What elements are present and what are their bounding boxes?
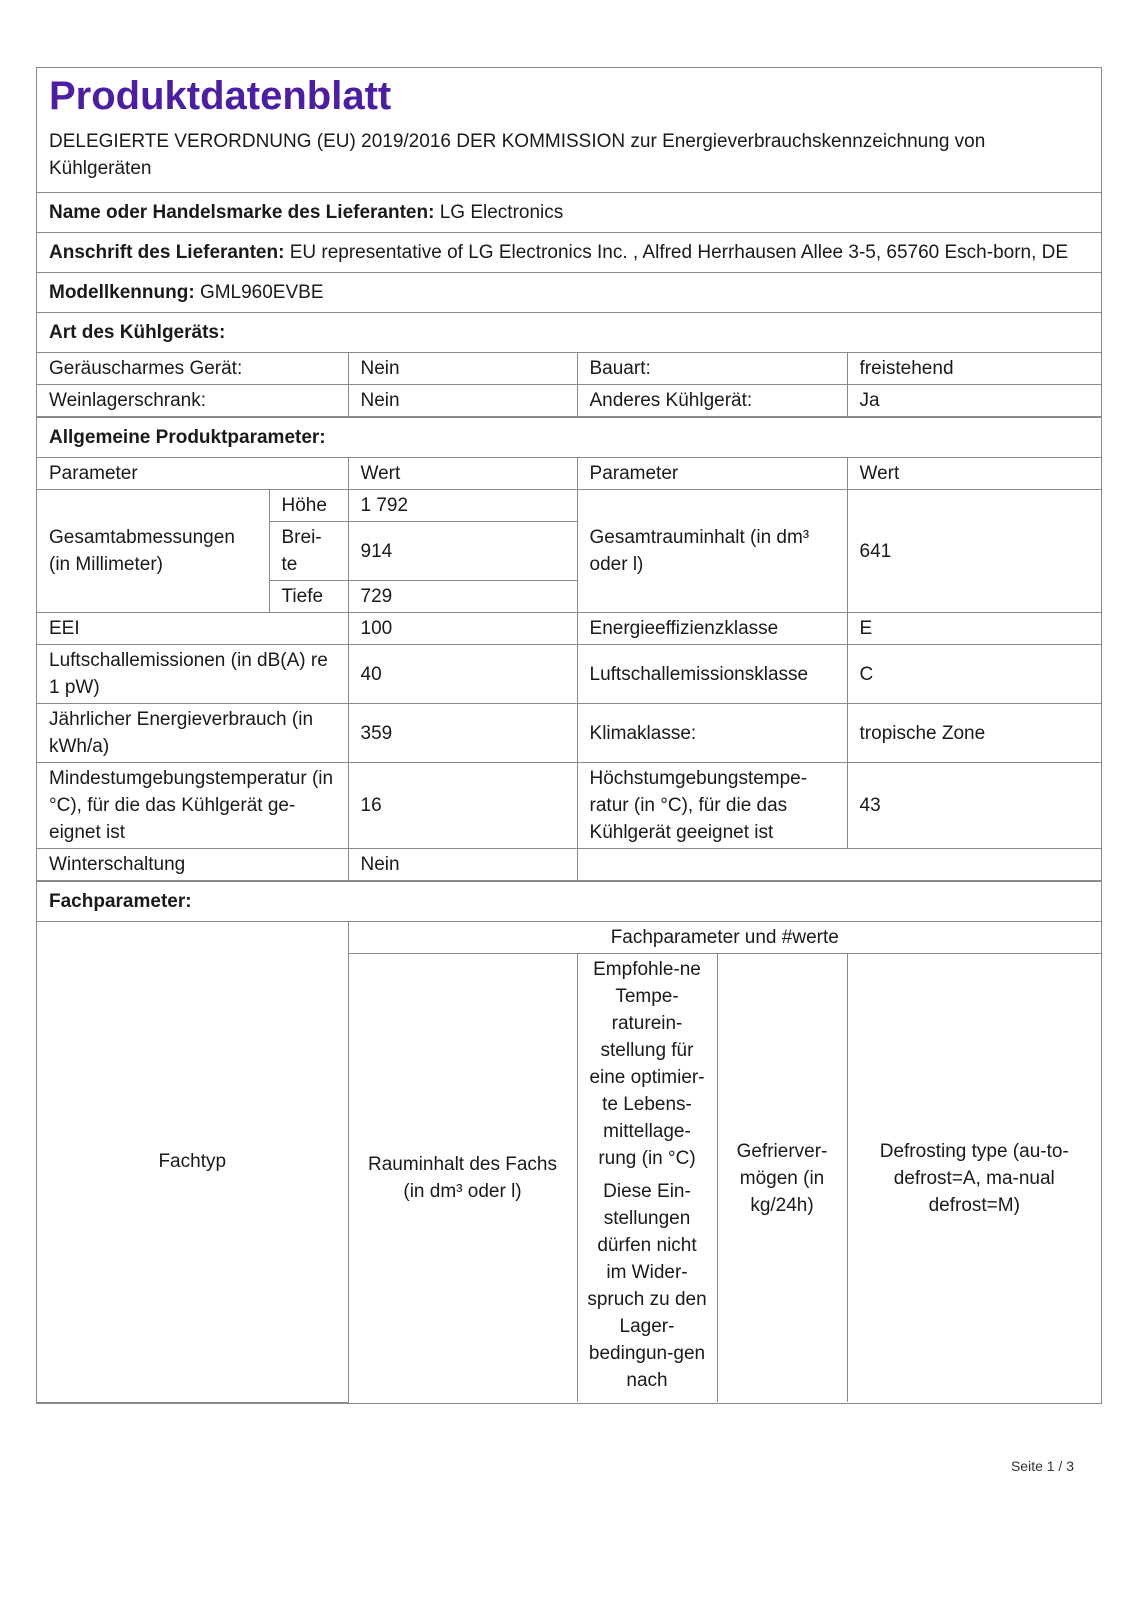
supplier-name-label: Name oder Handelsmarke des Lieferanten: [49,202,435,223]
table-header-row [37,922,1101,954]
model-value: GML960EVBE [199,282,324,303]
table-header-row [37,458,1101,490]
group-header: Fachparameter und #werte [348,922,1101,954]
parameter-value: 43 [847,763,1101,849]
appliance-label: Geräuscharmes Gerät: [37,353,348,385]
temperature-header-text: Empfohle-ne Tempe-raturein-stellung für eine optimier-te Lebens-mittellage-rung (in °C) [589,959,705,1169]
parameter-label: Jährlicher Energieverbrauch (in kWh/a) [37,704,348,763]
appliance-value: Ja [847,385,1101,417]
appliance-label: Weinlagerschrank: [37,385,348,417]
parameter-value: 40 [348,645,577,704]
parameter-value: C [847,645,1101,704]
general-parameters-table [37,458,1101,881]
volume-value: 641 [847,490,1101,613]
table-row [37,704,1101,763]
appliance-label: Bauart: [577,353,847,385]
column-header-value: Wert [348,458,577,490]
supplier-name-value: LG Electronics [439,202,564,223]
column-header-defrost-type: Defrosting type (au-to-defrost=A, ma-nual defrost=M) [847,954,1101,1403]
width-label: Brei-te [269,522,348,581]
parameter-value: 359 [348,704,577,763]
supplier-address-label: Anschrift des Lieferanten: [49,242,285,263]
table-row [37,385,1101,417]
column-header-freezing-capacity: Gefrierver-mögen (in kg/24h) [717,954,847,1403]
column-header-parameter: Parameter [37,458,348,490]
appliance-value: Nein [348,353,577,385]
parameter-label: Klimaklasse: [577,704,847,763]
page-title: Produktdatenblatt [49,74,392,118]
table-row [37,849,1101,881]
column-header-temperature [577,954,717,1403]
height-value: 1 792 [348,490,577,522]
page-number: Seite 1 / 3 [1010,1458,1074,1474]
general-parameters-heading: Allgemeine Produktparameter: [37,417,1101,458]
parameter-value: tropische Zone [847,704,1101,763]
appliance-type-heading: Art des Kühlgeräts: [37,313,1101,353]
parameter-label: Mindestumgebungstemperatur (in °C), für die das Kühlgerät ge-eignet ist [37,763,348,849]
empty-cell [577,849,1101,881]
table-row [37,763,1101,849]
model-row [37,273,1101,313]
table-row [37,645,1101,704]
parameter-label: Höchstumgebungstempe-ratur (in °C), für die das Kühlgerät geeignet ist [577,763,847,849]
parameter-value: 16 [348,763,577,849]
column-header-value: Wert [847,458,1101,490]
depth-label: Tiefe [269,581,348,613]
temperature-header-note: Diese Ein-stellungen dürfen nicht im Wider-spruch zu den Lager-bedingun-gen nach [587,1181,707,1391]
supplier-address-row [37,233,1101,273]
appliance-value: Nein [348,385,577,417]
table-row [37,613,1101,645]
column-header-type: Fachtyp [37,922,348,1402]
compartment-parameters-heading: Fachparameter: [37,881,1101,922]
depth-value: 729 [348,581,577,613]
supplier-address-value: EU representative of LG Electronics Inc. , Alfred Herrhausen Allee 3-5, 65760 Esch-born, DE [289,242,1069,263]
parameter-label: EEI [37,613,348,645]
appliance-type-table [37,353,1101,417]
parameter-label: Energieeffizienzklasse [577,613,847,645]
width-value: 914 [348,522,577,581]
dimensions-label: Gesamtabmessungen (in Millimeter) [37,490,269,613]
supplier-name-row [37,193,1101,233]
parameter-label: Luftschallemissionen (in dB(A) re 1 pW) [37,645,348,704]
height-label: Höhe [269,490,348,522]
column-header-volume: Rauminhalt des Fachs (in dm³ oder l) [348,954,577,1403]
volume-label: Gesamtrauminhalt (in dm³ oder l) [577,490,847,613]
column-header-parameter: Parameter [577,458,847,490]
compartment-parameters-table [37,922,1101,1403]
appliance-value: freistehend [847,353,1101,385]
table-row [37,353,1101,385]
winter-value: Nein [348,849,577,881]
parameter-value: E [847,613,1101,645]
product-data-sheet [36,67,1102,1404]
model-label: Modellkennung: [49,282,195,303]
parameter-value: 100 [348,613,577,645]
table-row [37,490,1101,522]
winter-label: Winterschaltung [37,849,348,881]
appliance-label: Anderes Kühlgerät: [577,385,847,417]
regulation-text: DELEGIERTE VERORDNUNG (EU) 2019/2016 DER KOMMISSION zur Energieverbrauchskennzeichnung von Kühlgeräten [37,120,1101,193]
parameter-label: Luftschallemissionsklasse [577,645,847,704]
